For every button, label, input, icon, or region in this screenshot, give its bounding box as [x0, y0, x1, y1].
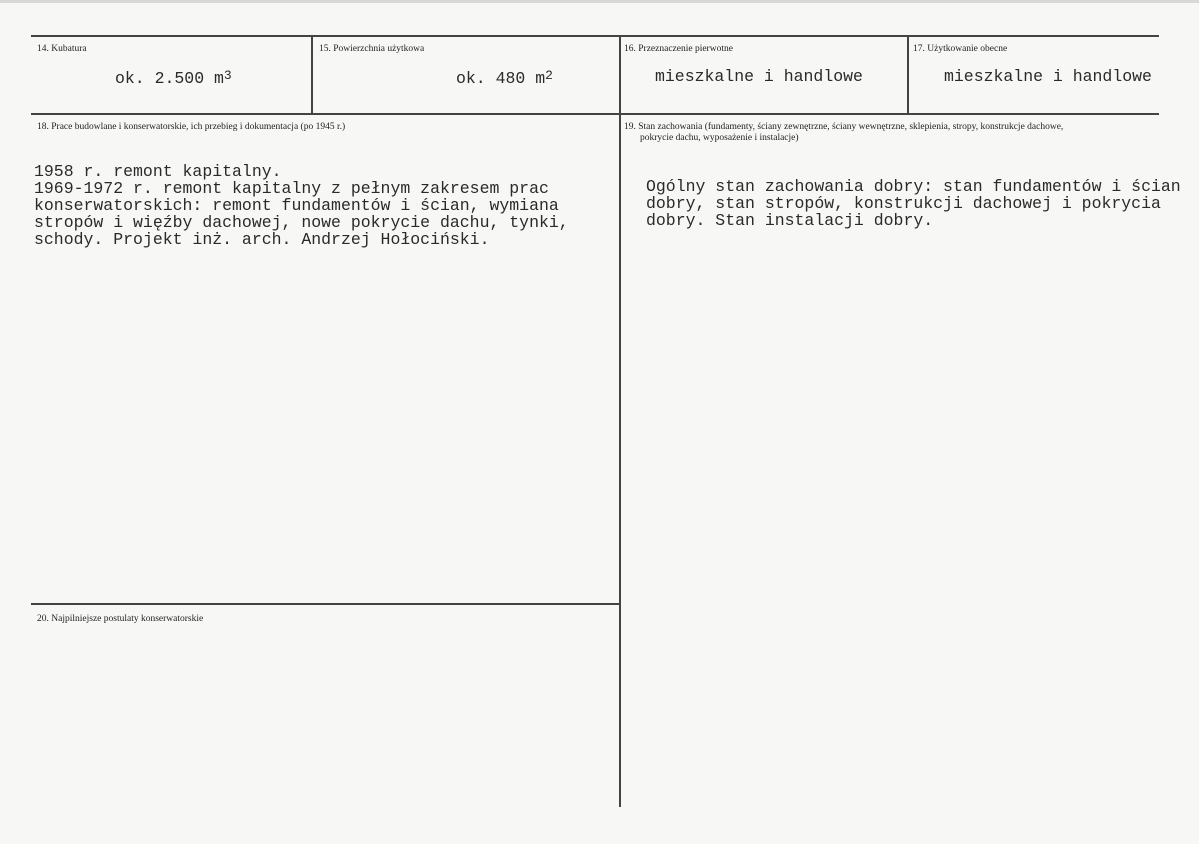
- field-18-line: stropów i więźby dachowej, nowe pokrycie dachu, tynki,: [34, 213, 569, 232]
- field-18-text: [34, 146, 569, 265]
- field-19-line: dobry. Stan instalacji dobry.: [646, 211, 934, 230]
- field-19-line: Ogólny stan zachowania dobry: stan fundamentów i ścian: [646, 177, 1181, 196]
- divider-16-17: [907, 35, 909, 115]
- field-19-line: dobry, stan stropów, konstrukcji dachowej i pokrycia: [646, 194, 1161, 213]
- field-19-label: [624, 122, 1063, 144]
- field-18-line: konserwatorskich: remont fundamentów i ścian, wymiana: [34, 196, 559, 215]
- divider-main: [619, 35, 621, 807]
- field-18-label: 18. Prace budowlane i konserwatorskie, ich przebieg i dokumentacja (po 1945 r.): [37, 122, 346, 132]
- field-15-label: 15. Powierzchnia użytkowa: [319, 44, 425, 54]
- field-19-text: [646, 161, 1181, 246]
- field-17-label: 17. Użytkowanie obecne: [913, 44, 1008, 54]
- field-17-value: mieszkalne i handlowe: [944, 67, 1152, 86]
- field-14-exponent: 3: [223, 68, 232, 83]
- rule-section20: [31, 603, 621, 605]
- field-18-line: schody. Projekt inż. arch. Andrzej Hołociński.: [34, 230, 490, 249]
- scan-top-edge: [0, 0, 1199, 3]
- field-19-label-line: pokrycie dachu, wyposażenie i instalacje): [640, 133, 799, 143]
- field-15-value: [456, 70, 553, 87]
- field-15-value-text: ok. 480 m: [456, 69, 546, 88]
- field-18-line: 1969-1972 r. remont kapitalny z pełnym zakresem prac: [34, 179, 549, 198]
- field-20-label: 20. Najpilniejsze postulaty konserwatorskie: [37, 614, 204, 624]
- rule-mid: [31, 113, 1159, 115]
- field-15-exponent: 2: [545, 68, 553, 83]
- field-14-value: [115, 70, 232, 87]
- field-14-label: 14. Kubatura: [37, 44, 87, 54]
- rule-top: [31, 35, 1159, 37]
- divider-14-15: [311, 35, 313, 115]
- field-16-label: 16. Przeznaczenie pierwotne: [624, 44, 733, 54]
- field-16-value: mieszkalne i handlowe: [655, 67, 863, 86]
- field-19-label-line: 19. Stan zachowania (fundamenty, ściany zewnętrzne, ściany wewnętrzne, sklepienia, stropy, konstrukcje dachowe,: [624, 122, 1064, 132]
- field-18-line: 1958 r. remont kapitalny.: [34, 162, 282, 181]
- field-14-value-text: ok. 2.500 m: [115, 69, 224, 88]
